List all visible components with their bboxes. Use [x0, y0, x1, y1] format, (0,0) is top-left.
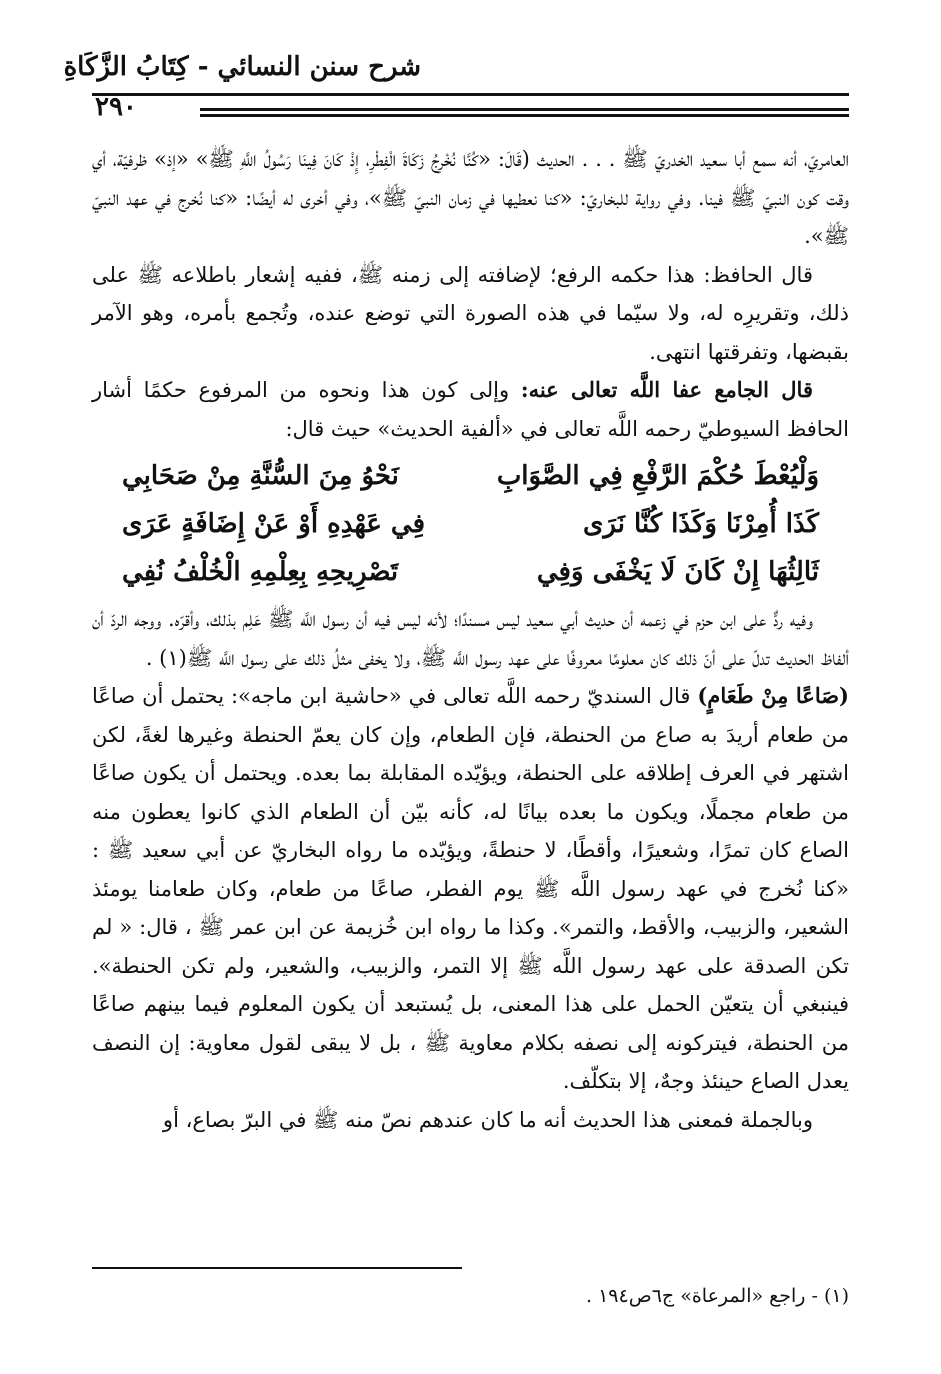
poem-line	[92, 452, 849, 500]
paragraph-hadith-commentary: العامريّ، أنه سمع أبا سعيد الخدريّ ﷺ . . . الحديث (قَالَ: «كُنَّا نُخْرِجُ زَكَاةَ الْفِطْرِ، إِذْ كَانَ فِينَا رَسُولُ اللَّهِ ﷺ» «إذ» ظرفيّة، أي وقت كون النبيّ ﷺ فينا. وفي رواية للبخاريّ: «كنا نعطيها في زمان النبيّ ﷺ»، وفي أخرى له أيضًا: «كنا نُخرج في عهد النبيّ ﷺ».	[92, 147, 849, 248]
poem-line	[92, 548, 849, 596]
footnote: (١) - راجع «المرعاة» ج٦ص١٩٤ .	[586, 1285, 849, 1307]
verse-first-hemistich: كَذَا أُمِرْنَا وَكَذَا كُنَّا نَرَى	[583, 509, 819, 539]
paragraph-sindi-explanation	[92, 677, 849, 1101]
poem-verses	[92, 452, 849, 596]
paragraph-summary: وبالجملة فمعنى هذا الحديث أنه ما كان عندهم نصّ منه ﷺ في البرّ بصاع، أو	[162, 1107, 813, 1132]
verse-second-hemistich: فِي عَهْدِهِ أَوْ عَنْ إِضَافَةٍ عَرَى	[122, 509, 426, 539]
poem-line	[92, 500, 849, 548]
page-number: ٢٩٠	[95, 92, 137, 122]
verse-first-hemistich: ثَالِثُهَا إِنْ كَانَ لَا يَخْفَى وَفِي	[536, 557, 819, 587]
paragraph-lead: (صَاعًا مِنْ طَعَامٍ)	[697, 683, 849, 708]
verse-second-hemistich: تَصْرِيحِهِ بِعِلْمِهِ الْخُلْفُ نُفِي	[122, 557, 399, 587]
paragraph-body: قال السنديّ رحمه اللَّه تعالى في «حاشية ابن ماجه»: يحتمل أن صاعًا من طعام أريدَ به صاع من الحنطة، فإن الطعام، وإن كان يعمّ الحنطة وغيرها لغةً، لكن اشتهر في العرف إطلاقه على الحنطة، ويؤيّده المقابلة بما بعده. ويحتمل أن يكون صاعًا من طعام مجملًا، ويكون ما بعده بيانًا له، كأنه بيّن أن الطعام الذي كانوا يعطون منه الصاع كان تمرًا، وشعيرًا، وأقطًا، لا حنطةً، ويؤيّده ما رواه البخاريّ عن أبي سعيد ﷺ : «كنا نُخرج في عهد رسول اللَّه ﷺ يوم الفطر، صاعًا من طعام، وكان طعامنا يومئذ الشعير، والزبيب، والأقط، والتمر». وكذا ما رواه ابن خُزيمة عن ابن عمر ﷺ ، قال: « لم تكن الصدقة على عهد رسول اللَّه ﷺ إلا التمر، والزبيب، والشعير، ولم تكن الحنطة». فينبغي أن يتعيّن الحمل على هذا المعنى، بل يُستبعد أن يكون المعلوم فيما بينهم صاعًا من الحنطة، فيتركونه إلى نصفه بكلام معاوية ﷺ ، بل لا يبقى لقول معاوية: إن النصف يعدل الصاع حينئذ وجهٌ، إلا بتكلّف.	[92, 684, 849, 1093]
header-double-rule	[200, 108, 849, 118]
footnote-separator	[92, 1267, 462, 1269]
paragraph-hafiz-quote: قال الحافظ: هذا حكمه الرفع؛ لإضافته إلى زمنه ﷺ، ففيه إشعار باطلاعه ﷺ على ذلك، وتقريرِه له، ولا سيّما في هذه الصورة التي توضع عنده، وتُجمع بأمره، وهو الآمر بقبضها، وتفرقتها انتهى.	[92, 262, 849, 364]
running-header-title: شرح سنن النسائي - كِتَابُ الزَّكَاةِ	[63, 52, 421, 82]
paragraph-body: وإلى كون هذا ونحوه من المرفوع حكمًا أشار الحافظ السيوطيّ رحمه اللَّه تعالى في «ألفية الحديث» حيث قال:	[92, 378, 849, 441]
header-rule	[92, 93, 849, 96]
paragraph-lead: قال الجامع عفا اللَّه تعالى عنه:	[520, 377, 813, 402]
verse-second-hemistich: نَحْوُ مِنَ السُّنَّةِ مِنْ صَحَابِي	[122, 461, 399, 491]
paragraph-jami-note	[92, 371, 849, 448]
paragraph-ibn-hazm-rebuttal: وفيه ردٌّ على ابن حزم في زعمه أن حديث أبي سعيد ليس مسندًا؛ لأنه ليس فيه أن رسول اللَّه ﷺ عَلِم بذلك، وأقرّه. ووجه الردّ أن ألفاظ الحديث تدلّ على أنّ ذلك كان معلومًا معروفًا على عهد رسول اللَّه ﷺ، ولا يخفى مثلُ ذلك على رسول اللَّه ﷺ(١) .	[92, 607, 849, 670]
main-text	[92, 140, 849, 1139]
verse-first-hemistich: وَلْيُعْطَ حُكْمَ الرَّفْعِ فِي الصَّوَابِ	[496, 461, 819, 491]
